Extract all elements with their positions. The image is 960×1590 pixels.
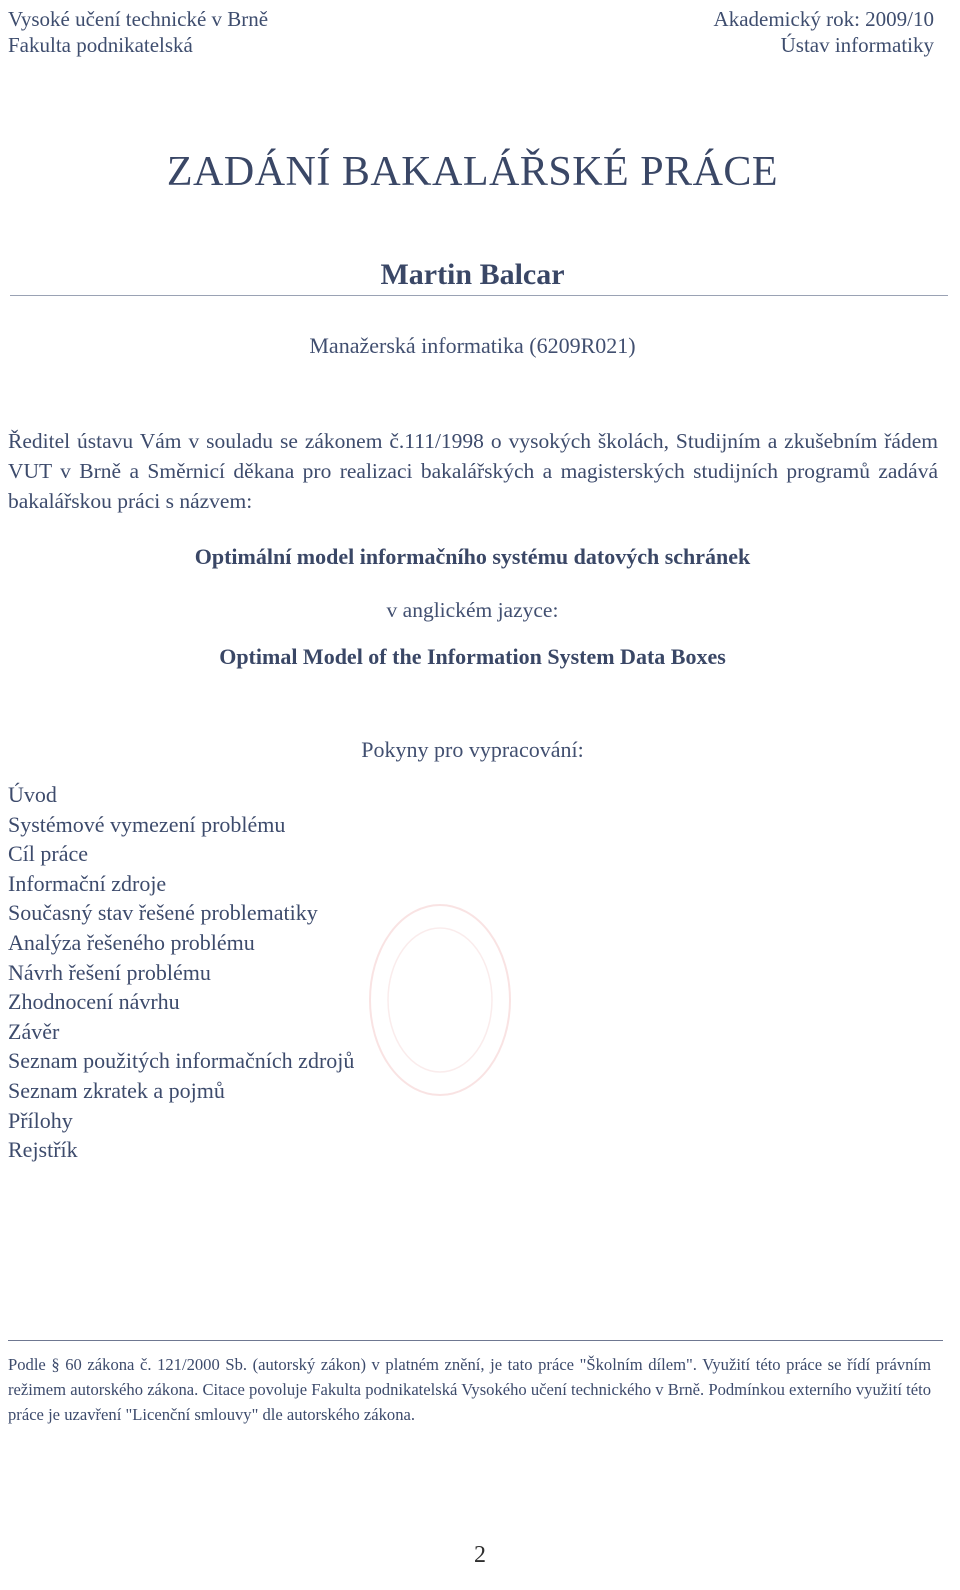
outline-item: Současný stav řešené problematiky <box>8 900 318 926</box>
outline-item: Seznam zkratek a pojmů <box>8 1077 225 1103</box>
legal-notice: Podle § 60 zákona č. 121/2000 Sb. (autorský zákon) v platném znění, je tato práce "Školním dílem". Využití této práce se řídí právním režimem autorského zákona. Citace povoluje Fakulta podnikatelská Vysokého učení technického v Brně. Podmínkou externího využití této práce je uzavření "Licenční smlouvy" dle autorského zákona. <box>8 1355 931 1424</box>
outline-item: Rejstřík <box>8 1137 78 1163</box>
outline-item: Seznam použitých informačních zdrojů <box>8 1048 355 1074</box>
study-program: Manažerská informatika (6209R021) <box>309 333 636 358</box>
thesis-title-czech: Optimální model informačního systému datových schránek <box>194 544 751 569</box>
header-right <box>714 6 934 58</box>
university-name: Vysoké učení technické v Brně <box>8 7 269 31</box>
outline-item: Informační zdroje <box>8 870 167 896</box>
thesis-outline <box>8 780 354 1165</box>
footer-divider <box>8 1340 943 1341</box>
english-label: v anglickém jazyce: <box>386 598 559 622</box>
outline-item: Zhodnocení návrhu <box>8 989 180 1015</box>
outline-item: Přílohy <box>8 1107 73 1133</box>
page-number: 2 <box>474 1542 486 1568</box>
document-title: ZADÁNÍ BAKALÁŘSKÉ PRÁCE <box>166 149 779 195</box>
outline-item: Systémové vymezení problému <box>8 811 286 837</box>
outline-item: Závěr <box>8 1018 60 1044</box>
outline-item: Cíl práce <box>8 841 89 867</box>
thesis-title-english: Optimal Model of the Information System Data Boxes <box>219 644 726 669</box>
academic-year: Akademický rok: 2009/10 <box>713 7 934 31</box>
outline-item: Úvod <box>8 782 57 807</box>
faculty-name: Fakulta podnikatelská <box>8 33 193 57</box>
instructions-heading: Pokyny pro vypracování: <box>361 737 584 762</box>
institute-name: Ústav informatiky <box>780 33 934 57</box>
intro-paragraph: Ředitel ústavu Vám v souladu se zákonem č.111/1998 o vysokých školách, Studijním a zkušebním řádem VUT v Brně a Směrnicí děkana pro realizaci bakalářských a magisterských studijních programů zadává bakalářskou práci s názvem: <box>8 429 938 513</box>
outline-item: Analýza řešeného problému <box>8 929 255 955</box>
name-divider <box>10 295 948 296</box>
student-name: Martin Balcar <box>380 258 565 291</box>
outline-item: Návrh řešení problému <box>8 959 211 985</box>
faint-stamp-icon <box>340 880 540 1140</box>
header-left <box>8 6 268 58</box>
